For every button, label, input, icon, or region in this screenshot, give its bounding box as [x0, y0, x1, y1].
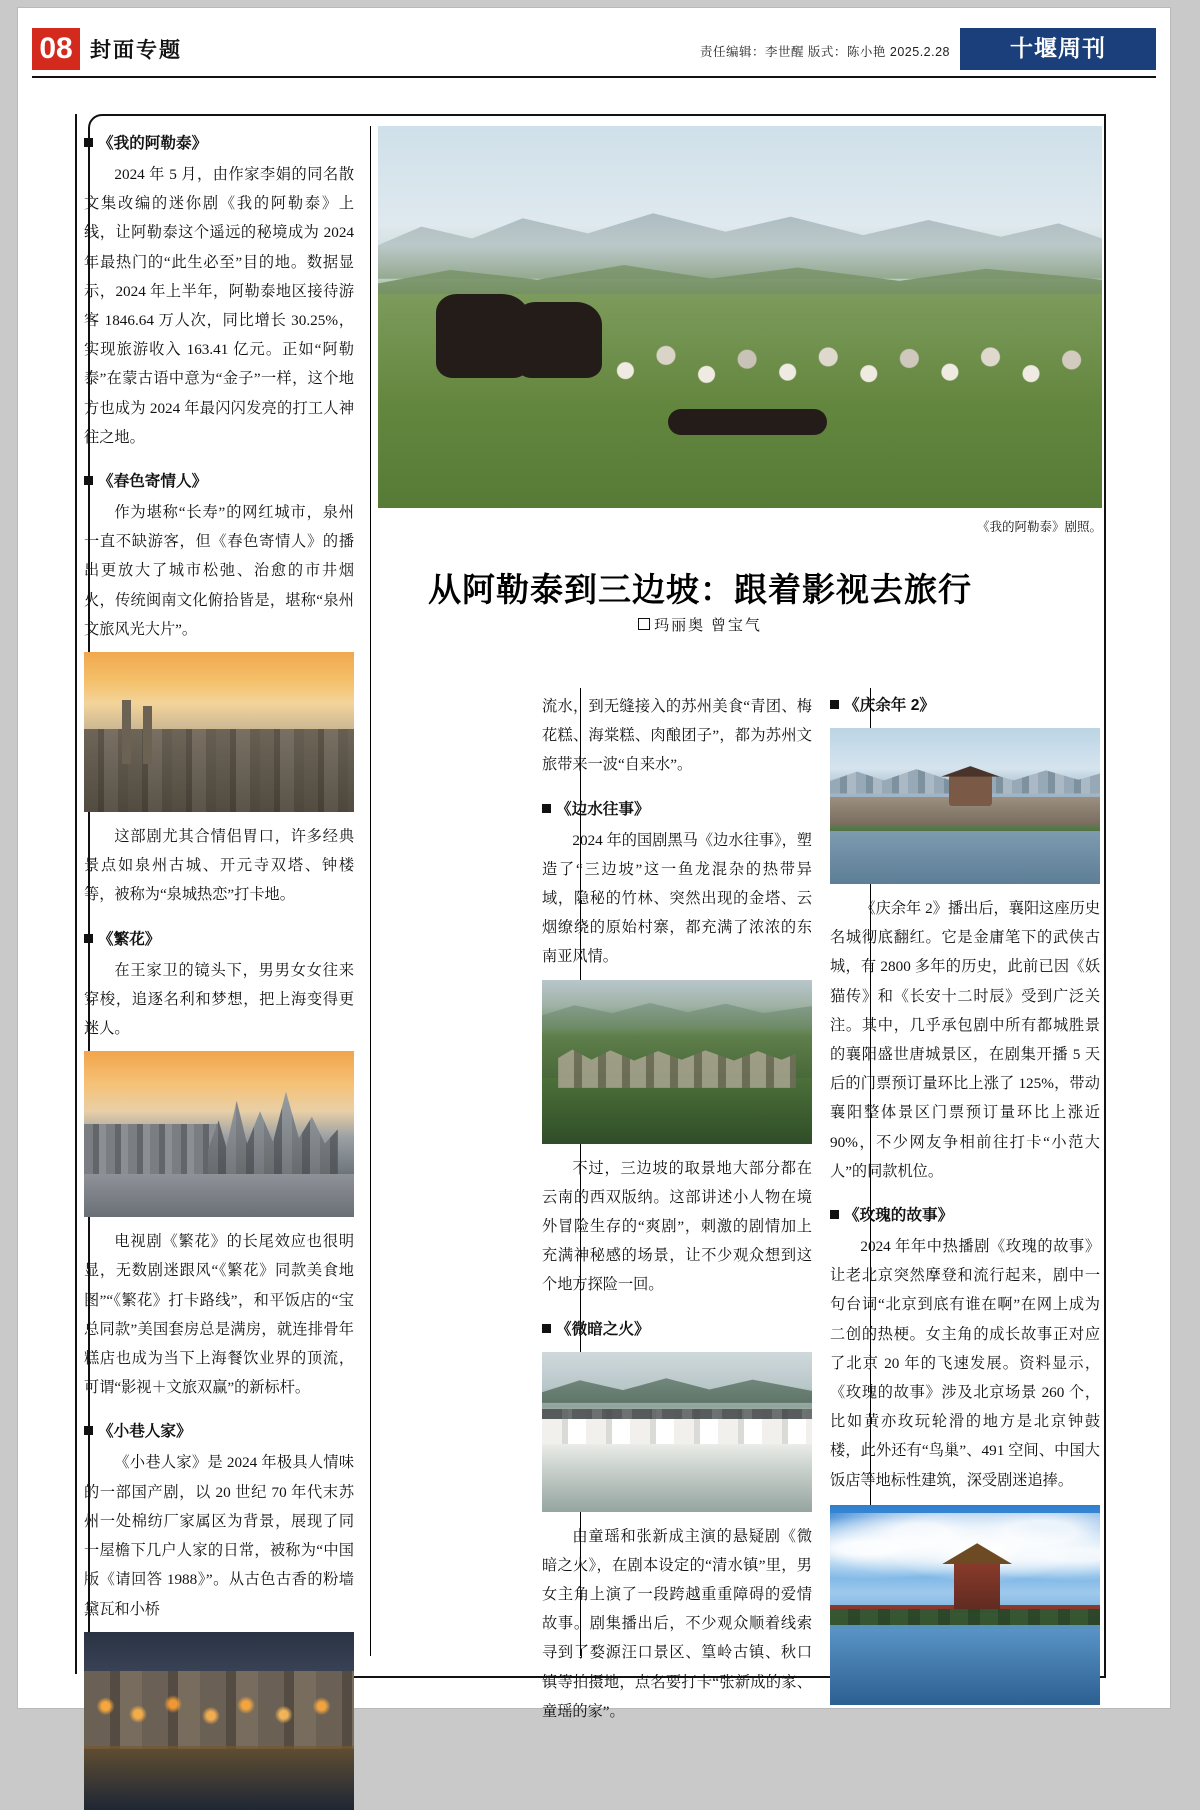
- masthead-rule: [32, 76, 1156, 78]
- bullet-icon: [830, 1210, 839, 1219]
- han-river: [830, 831, 1100, 884]
- para-fanhua-2: 电视剧《繁花》的长尾效应也很明显，无数剧迷跟风“《繁花》同款美食地图”“《繁花》打卡路线”，和平饭店的“宝总同款”美国套房总是满房，就连排骨年糕店也成为当下上海餐饮业界的顶流，可谓“影视＋文旅双赢”的新标杆。: [84, 1233, 354, 1397]
- corner-tower: [954, 1561, 1000, 1613]
- moat-water: [830, 1625, 1100, 1705]
- lantern-lights: [84, 1685, 354, 1738]
- jungle-canopy: [542, 1078, 812, 1144]
- para-bianshui-1: 2024 年的国剧黑马《边水往事》，塑造了“三边坡”这一鱼龙混杂的热带异域，隐秘的竹林、突然出现的金塔、云烟缭绕的原始村寨，都充满了浓浓的东南亚风情。: [542, 831, 812, 966]
- subhead-weian: 《微暗之火》: [542, 1316, 812, 1344]
- low-rise-city: [84, 1124, 219, 1180]
- village-roofs: [558, 1045, 796, 1088]
- photo-xiangyang: [830, 728, 1100, 884]
- byline-authors: 玛丽奥 曾宝气: [654, 618, 762, 634]
- paper-logo: 十堰周刊: [960, 28, 1156, 70]
- para-qingyunian-1: 《庆余年 2》播出后，襄阳这座历史名城彻底翻红。它是金庸笔下的武侠古城，有 2800 多年的历史，此前已因《妖猫传》和《长安十二时辰》受到广泛关注。其中，几乎承包剧中所有都城胜景的襄阳盛世唐城景区，在剧集开播 5 天后的门票预订量环比上涨了 125%，带动襄阳整体景区门票预订量环比上涨近 90%，不少网友争相前往打卡“小范大人”的同款机位。: [830, 900, 1100, 1180]
- black-tile-eaves: [542, 1409, 812, 1419]
- photo-huizhou-village: [542, 1352, 812, 1512]
- para-lead-col2: 流水，到无缝接入的苏州美食“青团、梅花糕、海棠糕、肉酿团子”，都为苏州文旅带来一波“自来水”。: [542, 698, 812, 774]
- masthead: [32, 28, 1156, 72]
- article-headline: 从阿勒泰到三边坡：跟着影视去旅行: [428, 573, 972, 609]
- subhead-aletai: 《我的阿勒泰》: [84, 130, 354, 158]
- editor-credits: 责任编辑：李世醒 版式：陈小艳 2025.2.28: [699, 45, 950, 59]
- photo-quanzhou: [84, 652, 354, 812]
- bullet-icon: [542, 1324, 551, 1333]
- para-xiaoxiang-1: 《小巷人家》是 2024 年极具人情味的一部国产剧，以 20 世纪 70 年代末苏州一处棉纺厂家属区为背景，展现了同一屋檐下几户人家的日常，被称为“中国版《请回答 1988》”。从古色古香的粉墙黛瓦和小桥: [84, 1454, 354, 1618]
- pagoda-right: [143, 706, 152, 764]
- horse-right: [516, 302, 603, 378]
- subhead-meigui: 《玫瑰的故事》: [830, 1202, 1100, 1230]
- page-folio: 08: [32, 28, 80, 70]
- hill-ridge: [542, 989, 812, 1028]
- mountain-ridge: [378, 195, 1102, 279]
- photo-forbidden-city: [830, 1505, 1100, 1705]
- mountain-backdrop: [542, 1368, 812, 1403]
- byline-marker-icon: [638, 618, 650, 630]
- para-meigui-1: 2024 年年中热播剧《玫瑰的故事》让老北京突然摩登和流行起来，剧中一句台词“北京到底有谁在啊”在网上成为二创的热梗。女主角的成长故事正对应了北京 20 年的飞速发展。资料显示，《玫瑰的故事》涉及北京场景 260 个，比如黄亦玫玩轮滑的地方是北京钟鼓楼，此外还有“鸟巢”、491 空间、中国大饭店等地标性建筑，深受剧迷追捧。: [830, 1238, 1100, 1489]
- main-photo-caption: 《我的阿勒泰》剧照。: [976, 520, 1102, 534]
- column-divider-1: [370, 126, 371, 1656]
- photo-suzhou: [84, 1632, 354, 1810]
- bullet-icon: [542, 804, 551, 813]
- para-fanhua-1: 在王家卫的镜头下，男男女女往来穿梭，追逐名利和梦想，把上海变得更迷人。: [84, 961, 354, 1038]
- subhead-xiaoxiang: 《小巷人家》: [84, 1418, 354, 1446]
- subhead-chunse: 《春色寄情人》: [84, 468, 354, 496]
- column-2: [542, 692, 812, 1728]
- photo-shanghai: [84, 1051, 354, 1217]
- para-weian-1: 由童瑶和张新成主演的悬疑剧《微暗之火》，在剧本设定的“清水镇”里，男女主角上演了一段跨越重重障碍的爱情故事。剧集播出后，不少观众顺着线索寻到了婺源汪口景区、篁岭古镇、秋口镇等拍摄地，点名要打卡“张新成的家、童瑶的家”。: [542, 1527, 812, 1720]
- subhead-bianshui: 《边水往事》: [542, 796, 812, 824]
- wall-gate-tower: [949, 775, 992, 806]
- reflection-pond: [542, 1444, 812, 1511]
- para-chunse-2: 这部剧尤其合情侣胃口，许多经典景点如泉州古城、开元寺双塔、钟楼等，被称为“泉城热恋”打卡地。: [84, 828, 354, 904]
- frame-inner-rule: [75, 114, 77, 1674]
- photo-xishuangbanna: [542, 980, 812, 1144]
- section-title: 封面专题: [90, 39, 182, 62]
- pagoda-left: [122, 700, 131, 764]
- bullet-icon: [84, 934, 93, 943]
- main-photo-altay: [378, 126, 1102, 508]
- column-1: [84, 130, 354, 1810]
- column-3: [830, 692, 1100, 1705]
- newspaper-page: [18, 8, 1170, 1720]
- subhead-fanhua: 《繁花》: [84, 926, 354, 954]
- para-bianshui-2: 不过，三边坡的取景地大部分都在云南的西双版纳。这部讲述小人物在境外冒险生存的“爽剧”，刺激的剧情加上充满神秘感的场景，让不少观众想到这个地方探险一回。: [542, 1159, 812, 1294]
- reclining-person: [668, 409, 827, 436]
- bullet-icon: [830, 700, 839, 709]
- article-byline: [374, 614, 1026, 635]
- para-aletai-1: 2024 年 5 月，由作家李娟的同名散文集改编的迷你剧《我的阿勒泰》上线，让阿勒泰这个遥远的秘境成为 2024 年最热门的“此生必至”目的地。数据显示，2024 年上半年，阿勒泰地区接待游客 1846.64 万人次，同比增长 30.25%，实现旅游收入 163.41 亿元。正如“阿勒泰”在蒙古语中意为“金子”一样，这个地方也成为 2024 年最闪闪发亮的打工人神往之地。: [84, 166, 354, 446]
- huangpu-river: [84, 1174, 354, 1217]
- bullet-icon: [84, 1426, 93, 1435]
- canal-water: [84, 1746, 354, 1810]
- sheep-flock: [595, 325, 1102, 401]
- subhead-qingyunian: 《庆余年 2》: [830, 692, 1100, 720]
- bullet-icon: [84, 138, 93, 147]
- para-chunse-1: 作为堪称“长寿”的网红城市，泉州一直不缺游客，但《春色寄情人》的播出更放大了城市松弛、治愈的市井烟火，传统闽南文化俯拾皆是，堪称“泉州文旅风光大片”。: [84, 504, 354, 638]
- bullet-icon: [84, 476, 93, 485]
- pudong-towers: [208, 1084, 338, 1174]
